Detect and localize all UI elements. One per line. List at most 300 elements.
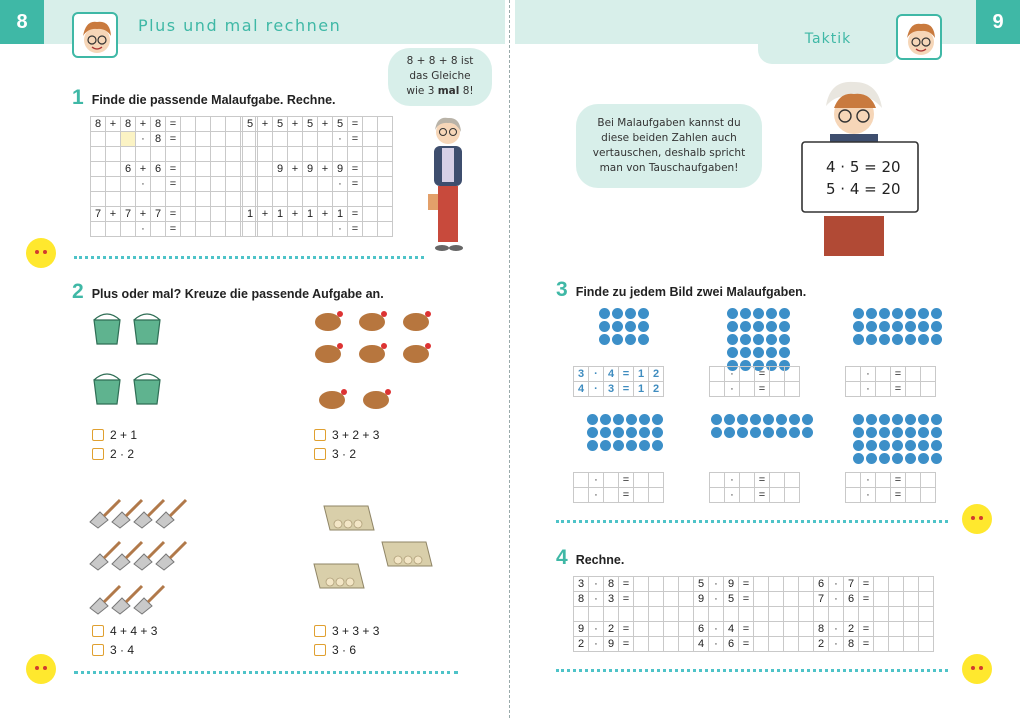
option-checkbox[interactable] (92, 624, 157, 638)
grid-cell-empty[interactable] (378, 162, 393, 177)
grid-cell-empty[interactable] (919, 592, 934, 607)
grid-cell: · (589, 592, 604, 607)
grid-cell-empty[interactable] (348, 192, 363, 207)
grid-cell: = (348, 207, 363, 222)
grid-cell-empty[interactable] (846, 367, 861, 382)
grid-cell-empty[interactable] (273, 222, 288, 237)
grid-cell-empty[interactable] (814, 607, 829, 622)
grid-cell-empty[interactable] (784, 622, 799, 637)
grid-row (574, 637, 934, 652)
grid-cell-empty[interactable] (226, 132, 241, 147)
grid-cell-empty[interactable] (211, 132, 226, 147)
grid-cell-empty[interactable] (574, 607, 589, 622)
grid-cell-empty[interactable] (243, 192, 258, 207)
grid-cell-empty[interactable] (619, 607, 634, 622)
grid-cell-empty[interactable] (664, 607, 679, 622)
grid-cell-empty[interactable] (258, 132, 273, 147)
checkbox[interactable] (92, 429, 104, 441)
grid-cell-empty[interactable] (181, 192, 196, 207)
dot (866, 414, 877, 425)
grid-cell-empty[interactable] (318, 147, 333, 162)
dot (853, 414, 864, 425)
grid-cell-empty[interactable] (226, 207, 241, 222)
grid-cell-empty[interactable] (91, 162, 106, 177)
grid-cell-empty[interactable] (710, 488, 725, 503)
grid-cell-empty[interactable] (288, 147, 303, 162)
option-checkbox[interactable] (314, 447, 356, 461)
dot (638, 321, 649, 332)
option-checkbox[interactable] (92, 643, 134, 657)
grid-cell-empty[interactable] (288, 132, 303, 147)
grid-cell-empty[interactable] (258, 147, 273, 162)
option-checkbox[interactable] (92, 447, 134, 461)
grid-cell-empty[interactable] (754, 607, 769, 622)
grid-cell-empty[interactable] (649, 637, 664, 652)
grid-cell-empty[interactable] (799, 622, 814, 637)
grid-cell-empty[interactable] (91, 192, 106, 207)
grid-cell-empty[interactable] (363, 132, 378, 147)
grid-cell-empty[interactable] (106, 192, 121, 207)
grid-cell: = (166, 177, 181, 192)
grid-cell-empty[interactable] (211, 207, 226, 222)
grid-cell-empty[interactable] (829, 607, 844, 622)
grid-cell-empty[interactable] (243, 177, 258, 192)
dot (626, 427, 637, 438)
grid-cell-empty[interactable] (724, 607, 739, 622)
grid-cell-empty[interactable] (679, 622, 694, 637)
dot (727, 321, 738, 332)
grid-cell-empty[interactable] (181, 207, 196, 222)
grid-cell-empty[interactable] (91, 177, 106, 192)
grid-cell-empty[interactable] (166, 192, 181, 207)
grid-cell-empty[interactable] (196, 177, 211, 192)
grid-cell-empty[interactable] (211, 222, 226, 237)
grid-cell-empty[interactable] (378, 222, 393, 237)
grid-cell-empty[interactable] (906, 473, 921, 488)
grid-cell-empty[interactable] (679, 607, 694, 622)
grid-cell-empty[interactable] (921, 488, 936, 503)
grid-cell-empty[interactable] (318, 222, 333, 237)
grid-cell-empty[interactable] (770, 473, 785, 488)
grid-cell-empty[interactable] (211, 192, 226, 207)
grid-cell-empty[interactable] (770, 488, 785, 503)
checkbox[interactable] (92, 644, 104, 656)
grid-cell-empty[interactable] (106, 222, 121, 237)
grid-cell-empty[interactable] (378, 147, 393, 162)
grid-row (243, 207, 393, 222)
grid-cell-empty[interactable] (211, 147, 226, 162)
grid-cell: 9 (574, 622, 589, 637)
checkbox[interactable] (314, 625, 326, 637)
grid-cell-empty[interactable] (196, 117, 211, 132)
grid-cell-empty[interactable] (106, 162, 121, 177)
grid-cell-empty[interactable] (181, 147, 196, 162)
grid-cell-empty[interactable] (378, 192, 393, 207)
option-checkbox[interactable] (314, 643, 356, 657)
dot (750, 414, 761, 425)
grid-cell-empty[interactable] (273, 132, 288, 147)
option-checkbox[interactable] (314, 624, 379, 638)
dot (740, 321, 751, 332)
grid-cell-empty[interactable] (226, 177, 241, 192)
grid-cell-empty[interactable] (604, 488, 619, 503)
grid-cell-empty[interactable] (784, 577, 799, 592)
grid-cell-empty[interactable] (709, 607, 724, 622)
grid-cell-empty[interactable] (906, 382, 921, 397)
grid-cell-empty[interactable] (874, 592, 889, 607)
grid-cell-empty[interactable] (664, 592, 679, 607)
grid-cell-empty[interactable] (844, 607, 859, 622)
smiley-icon (26, 238, 56, 268)
grid-cell-empty[interactable] (740, 473, 755, 488)
grid-cell-empty[interactable] (243, 132, 258, 147)
grid-cell-empty[interactable] (378, 117, 393, 132)
grid-cell-empty[interactable] (196, 207, 211, 222)
grid-cell-empty[interactable] (694, 607, 709, 622)
grid-cell-empty[interactable] (378, 132, 393, 147)
dot (638, 308, 649, 319)
grid-cell-empty[interactable] (226, 222, 241, 237)
grid-cell-empty[interactable] (649, 488, 664, 503)
grid-cell-empty[interactable] (288, 177, 303, 192)
grid-cell-empty[interactable] (769, 592, 784, 607)
grid-cell-empty[interactable] (634, 592, 649, 607)
grid-cell-empty[interactable] (226, 117, 241, 132)
grid-cell-empty[interactable] (363, 117, 378, 132)
grid-cell: = (166, 132, 181, 147)
grid-cell-empty[interactable] (785, 367, 800, 382)
grid-cell-empty[interactable] (710, 473, 725, 488)
grid-cell-empty[interactable] (136, 147, 151, 162)
grid-cell-empty[interactable] (919, 607, 934, 622)
grid-cell-empty[interactable] (904, 622, 919, 637)
grid-cell-empty[interactable] (740, 367, 755, 382)
grid-cell-empty[interactable] (634, 473, 649, 488)
grid-cell-empty[interactable] (363, 207, 378, 222)
checkbox[interactable] (314, 644, 326, 656)
grid-cell-empty[interactable] (919, 577, 934, 592)
grid-cell-empty[interactable] (740, 488, 755, 503)
grid-cell-empty[interactable] (151, 192, 166, 207)
option-label: 3 · 2 (332, 447, 357, 461)
grid-cell-empty[interactable] (904, 607, 919, 622)
grid-cell-empty[interactable] (363, 177, 378, 192)
grid-cell-empty[interactable] (91, 147, 106, 162)
dot (737, 427, 748, 438)
grid-row (91, 192, 256, 207)
grid-cell-empty[interactable] (889, 577, 904, 592)
grid-cell-empty[interactable] (136, 192, 151, 207)
grid-cell-empty[interactable] (363, 222, 378, 237)
dot (931, 334, 942, 345)
grid-cell-empty[interactable] (664, 622, 679, 637)
grid-cell-empty[interactable] (906, 367, 921, 382)
grid-cell-empty[interactable] (664, 637, 679, 652)
grid-cell-empty[interactable] (799, 577, 814, 592)
grid-cell: = (739, 622, 754, 637)
dot (931, 308, 942, 319)
dot (879, 308, 890, 319)
grid-cell-empty[interactable] (846, 488, 861, 503)
grid-cell-empty[interactable] (258, 177, 273, 192)
grid-cell-empty[interactable] (211, 162, 226, 177)
grid-cell-empty[interactable] (649, 592, 664, 607)
grid-cell: 5 (333, 117, 348, 132)
grid-cell-empty[interactable] (166, 147, 181, 162)
grid-cell: + (136, 207, 151, 222)
grid-cell-empty[interactable] (904, 637, 919, 652)
task-3-answer-grid[interactable] (573, 366, 664, 397)
grid-cell: = (859, 592, 874, 607)
grid-cell-empty[interactable] (649, 607, 664, 622)
grid-cell-empty[interactable] (889, 637, 904, 652)
grid-cell-empty[interactable] (769, 577, 784, 592)
grid-cell-empty[interactable] (770, 367, 785, 382)
task-4-grid[interactable] (573, 576, 934, 652)
dot (931, 440, 942, 451)
grid-cell-empty[interactable] (876, 382, 891, 397)
grid-cell-empty[interactable] (634, 577, 649, 592)
grid-cell-empty[interactable] (196, 192, 211, 207)
grid-cell-empty[interactable] (799, 607, 814, 622)
grid-cell-empty[interactable] (363, 162, 378, 177)
grid-cell: 5 (273, 117, 288, 132)
grid-cell-empty[interactable] (876, 488, 891, 503)
dotted-separator (74, 256, 424, 259)
dot (750, 427, 761, 438)
grid-cell-empty[interactable] (679, 637, 694, 652)
grid-cell-empty[interactable] (679, 577, 694, 592)
dot (638, 334, 649, 345)
grid-cell-empty[interactable] (754, 637, 769, 652)
grid-cell-empty[interactable] (273, 147, 288, 162)
dot (727, 347, 738, 358)
grid-cell-empty[interactable] (181, 132, 196, 147)
grid-cell-empty[interactable] (739, 607, 754, 622)
grid-row (243, 192, 393, 207)
grid-cell-empty[interactable] (889, 607, 904, 622)
task-3-answer-grid[interactable] (709, 472, 800, 503)
dot (613, 414, 624, 425)
grid-row (574, 622, 934, 637)
grid-cell-empty[interactable] (785, 473, 800, 488)
grid-cell-empty[interactable] (846, 473, 861, 488)
grid-cell-empty[interactable] (784, 637, 799, 652)
grid-cell-empty[interactable] (318, 132, 333, 147)
grid-cell-empty[interactable] (121, 147, 136, 162)
grid-cell-empty[interactable] (226, 147, 241, 162)
grid-cell-empty[interactable] (121, 222, 136, 237)
grid-cell-empty[interactable] (754, 592, 769, 607)
grid-cell-empty[interactable] (589, 607, 604, 622)
task-3-answer-grid[interactable] (845, 366, 936, 397)
grid-cell-empty[interactable] (769, 607, 784, 622)
grid-cell-empty[interactable] (604, 607, 619, 622)
grid-cell-empty[interactable] (649, 622, 664, 637)
grid-cell-empty[interactable] (303, 132, 318, 147)
grid-cell-empty[interactable] (121, 132, 136, 147)
grid-cell-empty[interactable] (181, 117, 196, 132)
grid-cell-empty[interactable] (754, 622, 769, 637)
grid-cell-empty[interactable] (258, 222, 273, 237)
grid-cell-empty[interactable] (181, 177, 196, 192)
checkbox[interactable] (92, 625, 104, 637)
grid-cell-empty[interactable] (363, 192, 378, 207)
grid-cell-empty[interactable] (151, 177, 166, 192)
grid-cell-empty[interactable] (258, 192, 273, 207)
grid-cell-empty[interactable] (333, 192, 348, 207)
grid-cell-empty[interactable] (634, 488, 649, 503)
grid-row (710, 473, 800, 488)
grid-cell-empty[interactable] (226, 192, 241, 207)
grid-cell-empty[interactable] (318, 192, 333, 207)
grid-cell-empty[interactable] (303, 147, 318, 162)
grid-cell-empty[interactable] (151, 147, 166, 162)
checkbox[interactable] (314, 448, 326, 460)
grid-cell-empty[interactable] (906, 488, 921, 503)
grid-cell-empty[interactable] (303, 177, 318, 192)
option-label: 3 · 6 (332, 643, 357, 657)
grid-cell-empty[interactable] (363, 147, 378, 162)
grid-cell-empty[interactable] (874, 637, 889, 652)
task-3-answer-grid[interactable] (573, 472, 664, 503)
grid-cell-empty[interactable] (288, 222, 303, 237)
grid-cell-empty[interactable] (889, 592, 904, 607)
task-number: 4 (556, 546, 568, 569)
grid-cell: = (755, 473, 770, 488)
grid-cell-empty[interactable] (770, 382, 785, 397)
grid-cell-empty[interactable] (859, 607, 874, 622)
grid-cell-empty[interactable] (196, 132, 211, 147)
grid-cell-empty[interactable] (921, 382, 936, 397)
grid-cell-empty[interactable] (904, 592, 919, 607)
grid-cell-empty[interactable] (273, 177, 288, 192)
grid-cell-empty[interactable] (196, 162, 211, 177)
grid-cell-empty[interactable] (258, 162, 273, 177)
dot (905, 453, 916, 464)
option-checkbox[interactable] (92, 428, 137, 442)
grid-cell-empty[interactable] (273, 192, 288, 207)
grid-cell: 3 (574, 577, 589, 592)
option-checkbox[interactable] (314, 428, 379, 442)
checkbox[interactable] (92, 448, 104, 460)
grid-cell-empty[interactable] (710, 382, 725, 397)
grid-cell-empty[interactable] (196, 147, 211, 162)
task-3-answer-grid[interactable] (709, 366, 800, 397)
grid-cell: = (755, 488, 770, 503)
grid-cell: 7 (151, 207, 166, 222)
grid-cell-empty[interactable] (634, 622, 649, 637)
grid-cell: · (589, 488, 604, 503)
grid-cell-empty[interactable] (181, 162, 196, 177)
grid-cell-empty[interactable] (121, 192, 136, 207)
bubble-line: das Gleiche (409, 70, 471, 82)
grid-cell-empty[interactable] (785, 382, 800, 397)
grid-cell-empty[interactable] (574, 473, 589, 488)
grid-cell-empty[interactable] (151, 222, 166, 237)
grid-cell-empty[interactable] (226, 162, 241, 177)
grid-cell-empty[interactable] (574, 488, 589, 503)
grid-cell-empty[interactable] (904, 577, 919, 592)
grid-cell-empty[interactable] (664, 577, 679, 592)
grid-cell-empty[interactable] (740, 382, 755, 397)
grid-cell-empty[interactable] (348, 147, 363, 162)
grid-cell: 9 (694, 592, 709, 607)
grid-cell-empty[interactable] (378, 177, 393, 192)
grid-cell-empty[interactable] (769, 637, 784, 652)
grid-cell-empty[interactable] (710, 367, 725, 382)
grid-cell-empty[interactable] (874, 622, 889, 637)
grid-cell-empty[interactable] (121, 177, 136, 192)
checkbox[interactable] (314, 429, 326, 441)
task-3-answer-grid[interactable] (845, 472, 936, 503)
grid-cell-empty[interactable] (303, 192, 318, 207)
dot (866, 321, 877, 332)
grid-cell: + (106, 207, 121, 222)
grid-cell-empty[interactable] (634, 607, 649, 622)
grid-cell-empty[interactable] (333, 147, 348, 162)
dot (853, 308, 864, 319)
grid-cell-empty[interactable] (769, 622, 784, 637)
grid-cell-empty[interactable] (211, 117, 226, 132)
grid-cell-empty[interactable] (799, 637, 814, 652)
grid-cell-empty[interactable] (91, 222, 106, 237)
grid-cell: 8 (574, 592, 589, 607)
grid-cell-empty[interactable] (919, 637, 934, 652)
grid-cell-empty[interactable] (243, 147, 258, 162)
grid-cell-empty[interactable] (318, 177, 333, 192)
dot (639, 427, 650, 438)
grid-cell-empty[interactable] (634, 637, 649, 652)
grid-cell-empty[interactable] (785, 488, 800, 503)
grid-cell-empty[interactable] (876, 367, 891, 382)
grid-cell-empty[interactable] (889, 622, 904, 637)
grid-cell-empty[interactable] (181, 222, 196, 237)
grid-cell-empty[interactable] (874, 577, 889, 592)
grid-row (846, 473, 936, 488)
grid-cell: = (619, 577, 634, 592)
grid-cell-empty[interactable] (846, 382, 861, 397)
grid-cell-empty[interactable] (106, 177, 121, 192)
grid-cell-empty[interactable] (876, 473, 891, 488)
grid-cell-empty[interactable] (378, 207, 393, 222)
grid-cell-empty[interactable] (211, 177, 226, 192)
grid-cell-empty[interactable] (604, 473, 619, 488)
grid-cell-empty[interactable] (679, 592, 694, 607)
grid-cell-empty[interactable] (921, 367, 936, 382)
dot (789, 414, 800, 425)
grid-cell-empty[interactable] (91, 132, 106, 147)
grid-cell-empty[interactable] (784, 607, 799, 622)
grid-cell-empty[interactable] (243, 222, 258, 237)
grid-cell-empty[interactable] (196, 222, 211, 237)
grid-cell-empty[interactable] (288, 192, 303, 207)
grid-cell-empty[interactable] (799, 592, 814, 607)
grid-cell-empty[interactable] (874, 607, 889, 622)
grid-cell-empty[interactable] (243, 162, 258, 177)
grid-cell-empty[interactable] (649, 577, 664, 592)
grid-cell: = (859, 577, 874, 592)
grid-cell-empty[interactable] (649, 473, 664, 488)
grid-cell-empty[interactable] (106, 147, 121, 162)
grid-cell: = (891, 382, 906, 397)
grid-cell-empty[interactable] (919, 622, 934, 637)
grid-cell-empty[interactable] (921, 473, 936, 488)
grid-cell-empty[interactable] (303, 222, 318, 237)
grid-cell-empty[interactable] (784, 592, 799, 607)
grid-cell-empty[interactable] (754, 577, 769, 592)
grid-cell-empty[interactable] (106, 132, 121, 147)
